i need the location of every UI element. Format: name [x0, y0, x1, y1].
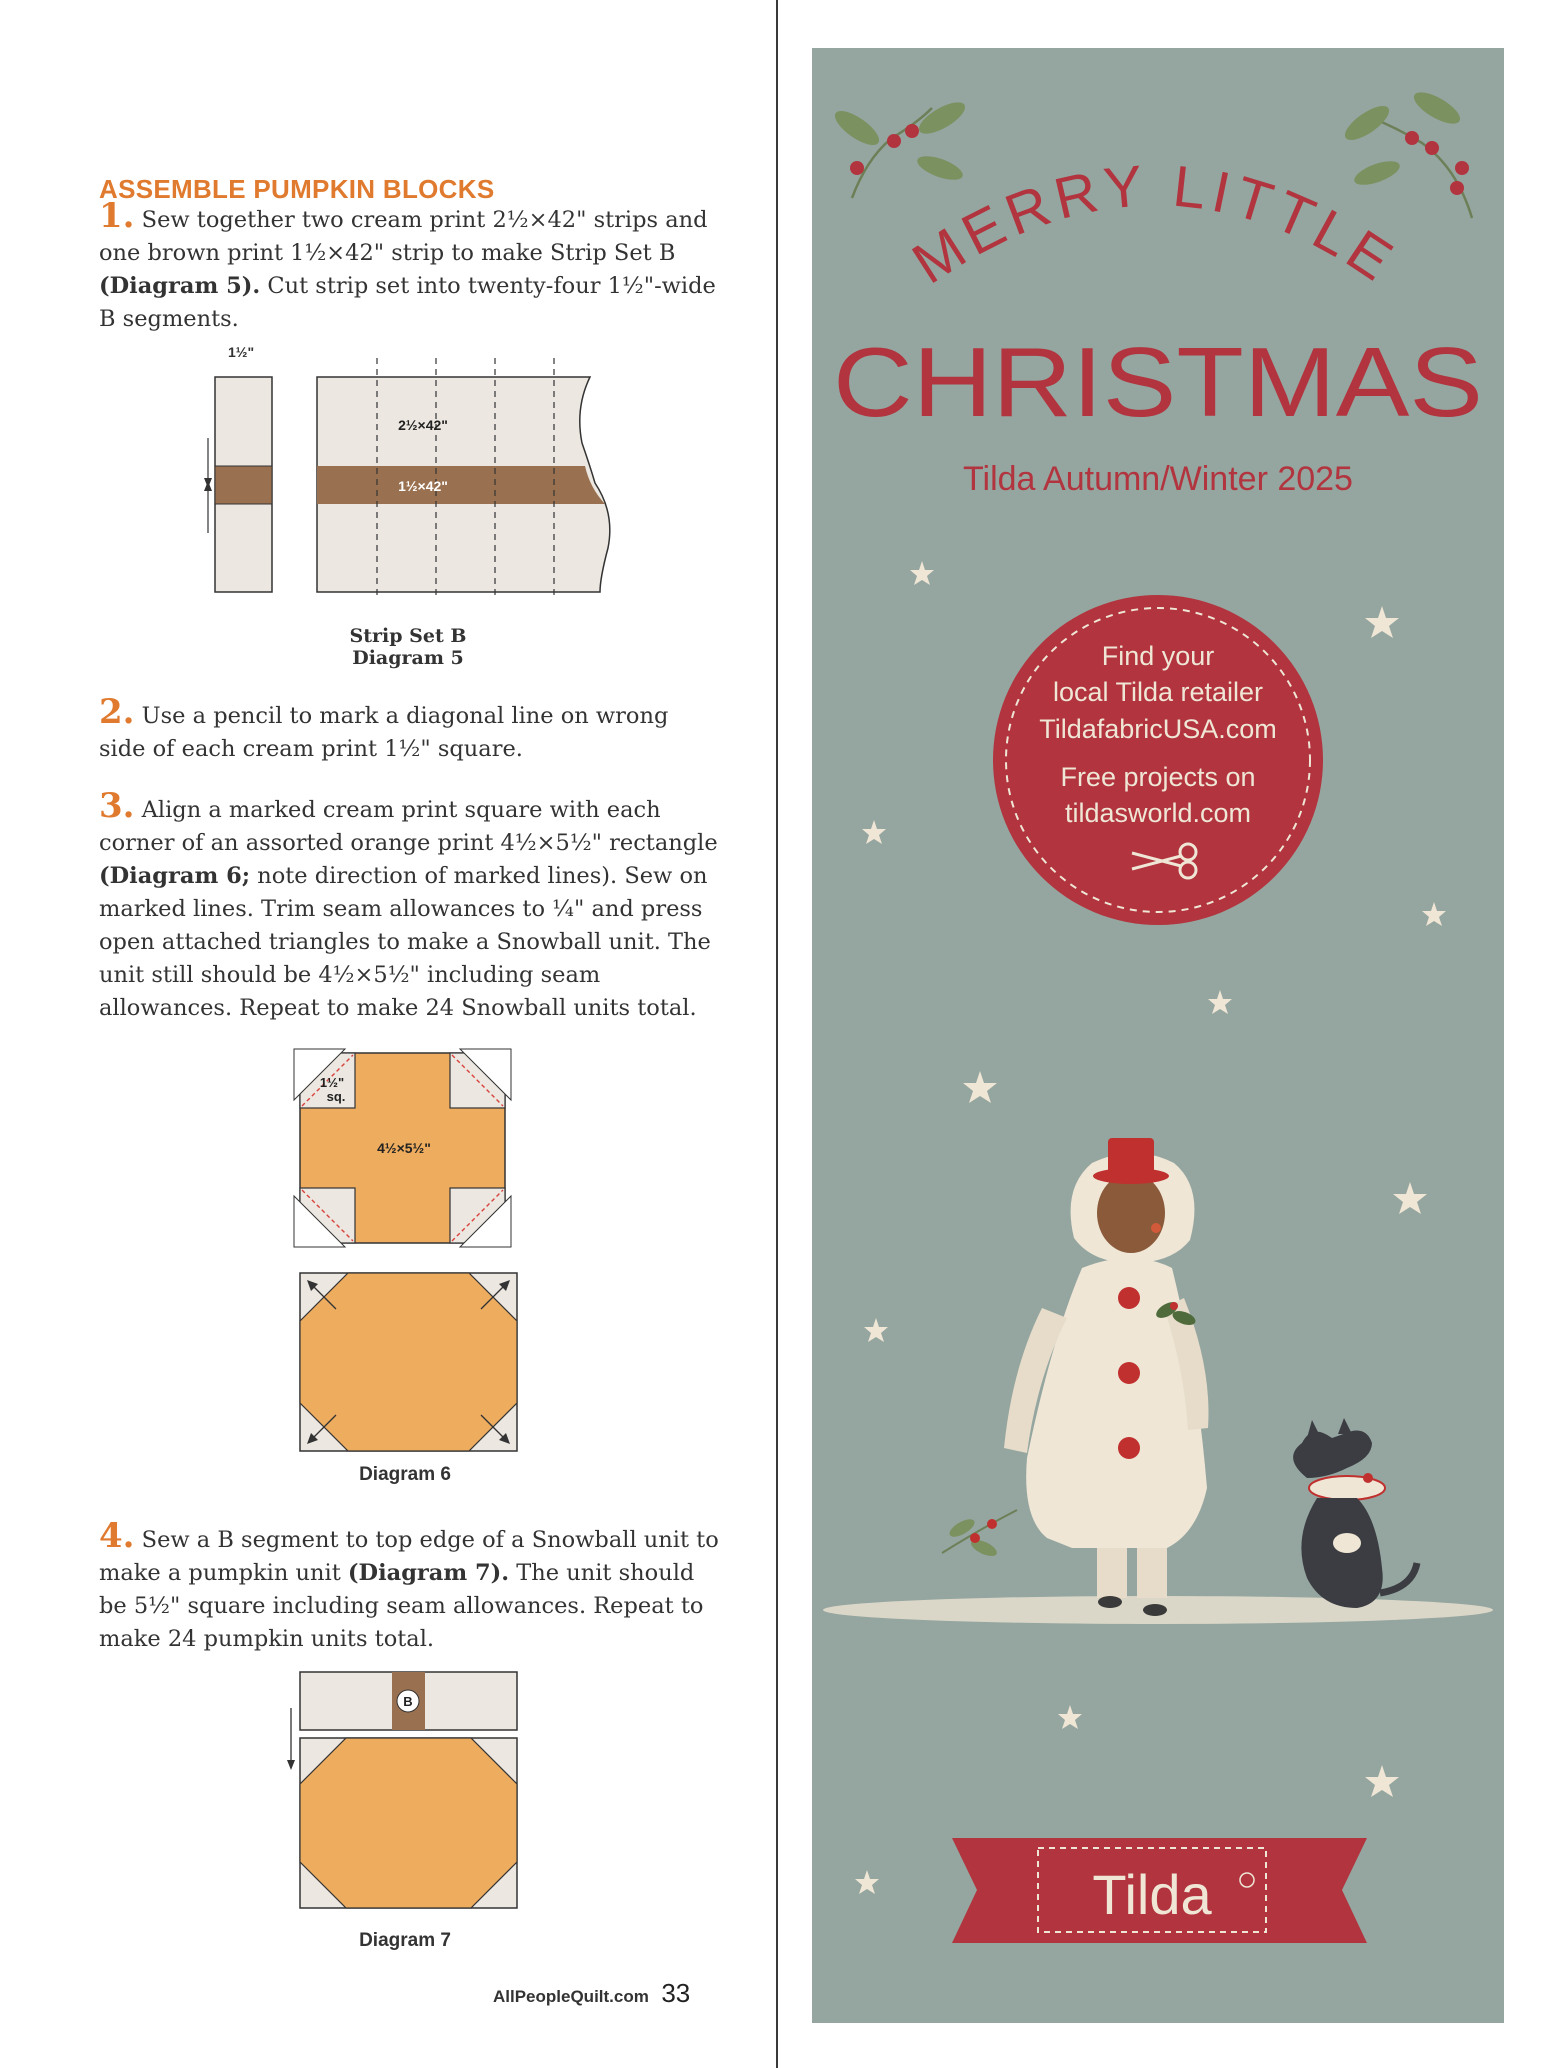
- snowball-octagon: [300, 1738, 517, 1908]
- step-2-number: 2.: [99, 692, 135, 732]
- step-2-text: Use a pencil to mark a diagonal line on wrong side of each cream print 1½" square.: [99, 703, 669, 762]
- step-1-rest: Cut strip set into twenty-four 1½"-wide B segments.: [99, 273, 716, 332]
- step-3-bold: (Diagram 6;: [99, 863, 251, 889]
- step-1-text: Sew together two cream print 2½×42" strips and one brown print 1½×42" strip to make Strip Set B: [99, 207, 708, 266]
- step-1-bold: (Diagram 5).: [99, 273, 261, 299]
- diagram-5: [190, 338, 620, 603]
- diagram-5-caption: [308, 625, 508, 669]
- arrow-down-icon: [287, 1760, 295, 1770]
- step-4: [99, 1516, 719, 1656]
- strip-set-caption: Strip Set B: [349, 625, 467, 647]
- mistletoe-right-icon: [1340, 86, 1472, 218]
- diagram-7: [285, 1668, 525, 1918]
- strip-set-brown: [317, 466, 605, 504]
- dog-illustration: [1293, 1418, 1417, 1608]
- step-1-number: 1.: [99, 196, 135, 236]
- step-1: [99, 196, 719, 336]
- square-sq-label: sq.: [326, 1089, 346, 1104]
- cream-strip-label: 2½×42": [398, 417, 448, 433]
- page-divider: [776, 0, 778, 2068]
- step-3-text: Align a marked cream print square with each corner of an assorted orange print 4½×5½" rectangle: [99, 797, 718, 856]
- badge-line-3: TildafabricUSA.com: [1039, 714, 1277, 744]
- step-3: [99, 786, 719, 1025]
- diagram-6: [280, 1045, 530, 1455]
- b-segment-brown: [215, 466, 272, 504]
- holly-sprig-icon: [942, 1510, 1017, 1559]
- ad-subtitle: Tilda Autumn/Winter 2025: [963, 460, 1353, 498]
- diagram-5-title: Diagram 5: [352, 647, 464, 669]
- diagram-7-caption: Diagram 7: [359, 1930, 451, 1951]
- badge-line-5: tildasworld.com: [1064, 798, 1252, 828]
- segment-width-label: 1½": [228, 344, 255, 360]
- ad-arc-title: MERRY LITTLE: [901, 153, 1409, 297]
- section-heading: ASSEMBLE PUMPKIN BLOCKS: [99, 174, 495, 204]
- badge-line-4: Free projects on: [1060, 762, 1256, 792]
- step-3-rest: note direction of marked lines). Sew on marked lines. Trim seam allowances to ¼" and press open attached triangles to make a Snowball unit. The unit still should be 4½×5½" including seam allowances. Repeat to make 24 Snowball units total.: [99, 863, 711, 1021]
- page-number: 33: [661, 1978, 691, 2008]
- diagram-6-caption: Diagram 6: [359, 1464, 451, 1485]
- page-footer: [493, 1978, 690, 2009]
- ad-main-title: CHRISTMAS: [833, 327, 1483, 437]
- tilda-advertisement: [812, 48, 1504, 2023]
- step-2: [99, 692, 719, 766]
- step-4-bold: (Diagram 7).: [347, 1560, 510, 1586]
- tilda-logo-text: Tilda: [1092, 1863, 1212, 1926]
- step-4-text: Sew a B segment to top edge of a Snowball unit to make a pumpkin unit: [99, 1527, 719, 1586]
- footer-site: AllPeopleQuilt.com: [493, 1987, 649, 2006]
- brown-strip-label: 1½×42": [398, 478, 448, 494]
- badge-line-2: local Tilda retailer: [1052, 677, 1264, 707]
- girl-illustration: [1004, 1138, 1209, 1616]
- snowball-octagon: [300, 1273, 517, 1451]
- arrow-head-up-icon: [204, 481, 212, 491]
- step-4-rest: The unit should be 5½" square including seam allowances. Repeat to make 24 pumpkin units total.: [99, 1560, 704, 1652]
- ad-artwork: [812, 48, 1504, 2023]
- step-3-number: 3.: [99, 786, 135, 826]
- rectangle-size-label: 4½×5½": [377, 1140, 431, 1156]
- badge-line-1: Find your: [1101, 641, 1215, 671]
- square-size-label: 1½": [319, 1075, 345, 1090]
- step-4-number: 4.: [99, 1516, 135, 1556]
- segment-badge-text: B: [403, 1694, 413, 1709]
- mistletoe-left-icon: [830, 96, 970, 198]
